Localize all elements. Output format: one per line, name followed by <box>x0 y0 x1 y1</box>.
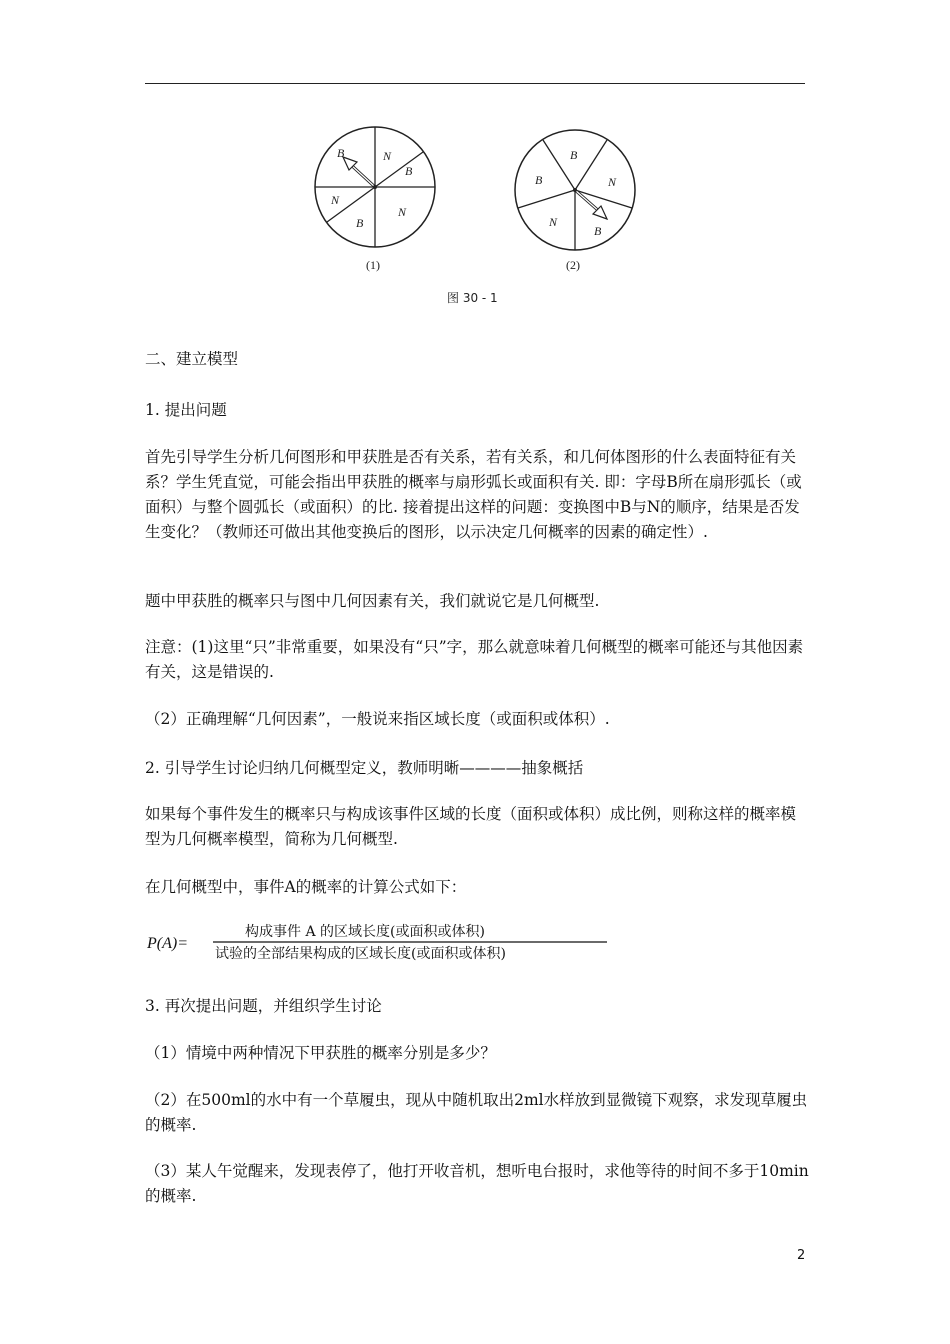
item2-title: 2. 引导学生讨论归纳几何概型定义，教师明晰————抽象概括 <box>145 759 584 777</box>
wheel2-sector-label: B <box>594 224 602 238</box>
wheel2-sector-label: B <box>535 173 543 187</box>
question-3: （3）某人午觉醒来，发现表停了，他打开收音机，想听电台报时，求他等待的时间不多于10min的概率. <box>145 1162 809 1205</box>
wheel1-caption: (1) <box>366 258 380 272</box>
wheel2-sector-label: N <box>549 215 558 229</box>
item2-paragraph: 如果每个事件发生的概率只与构成该事件区域的长度（面积或体积）成比例，则称这样的概率模型为几何概率模型，简称为几何概型. <box>145 805 797 848</box>
formula-denominator: 试验的全部结果构成的区域长度(或面积或体积) <box>215 946 506 962</box>
question-2: （2）在500ml的水中有一个草履虫，现从中随机取出2ml水样放到显微镜下观察，求发现草履虫的概率. <box>145 1091 808 1134</box>
item1-title: 1. 提出问题 <box>145 401 227 419</box>
wheel1-sector-label: B <box>405 164 413 178</box>
item3-title: 3. 再次提出问题，并组织学生讨论 <box>145 997 382 1015</box>
item1-conclusion: 题中甲获胜的概率只与图中几何因素有关，我们就说它是几何概型. <box>145 592 600 610</box>
probability-formula <box>145 922 625 964</box>
page-number: 2 <box>797 1248 806 1263</box>
wheel1-sector-label: N <box>398 205 407 219</box>
section-heading: 二、建立模型 <box>145 350 239 368</box>
wheel2-sector-label: B <box>570 148 578 162</box>
wheel1-sector-label: N <box>383 149 392 163</box>
wheel1-sector-label: B <box>356 216 364 230</box>
spinner-wheel-2 <box>515 130 635 272</box>
wheel2-caption: (2) <box>566 258 580 272</box>
formula-numerator: 构成事件 A 的区域长度(或面积或体积) <box>245 924 485 940</box>
wheel1-sector-label: B <box>337 146 345 160</box>
note-2: （2）正确理解“几何因素”，一般说来指区域长度（或面积或体积）. <box>145 710 610 728</box>
item1-paragraph: 首先引导学生分析几何图形和甲获胜是否有关系，若有关系，和几何体图形的什么表面特征有关系？学生凭直觉，可能会指出甲获胜的概率与扇形弧长或面积有关. 即：字母B所在扇形弧长（或面积）与整个圆弧长（或面积）的比. 接着提出这样的问题：变换图中B与N的顺序，结果是否发生变化？（教师还可做出其他变换后的图形，以示决定几何概率的因素的确定性）. <box>145 448 802 541</box>
note-1: 注意：(1)这里“只”非常重要，如果没有“只”字，那么就意味着几何概型的概率可能还与其他因素有关，这是错误的. <box>145 638 804 681</box>
question-1: （1）情境中两种情况下甲获胜的概率分别是多少？ <box>145 1044 496 1062</box>
formula-intro: 在几何概型中，事件A的概率的计算公式如下： <box>145 878 467 896</box>
header-rule <box>145 83 805 84</box>
wheel2-sector-label: N <box>608 175 617 189</box>
figure-title: 图 30 - 1 <box>447 291 498 305</box>
formula-lhs: P(A)= <box>147 935 188 952</box>
spinner-figure <box>300 112 650 312</box>
spinner-wheel-1 <box>315 127 435 272</box>
wheel1-sector-label: N <box>331 193 340 207</box>
